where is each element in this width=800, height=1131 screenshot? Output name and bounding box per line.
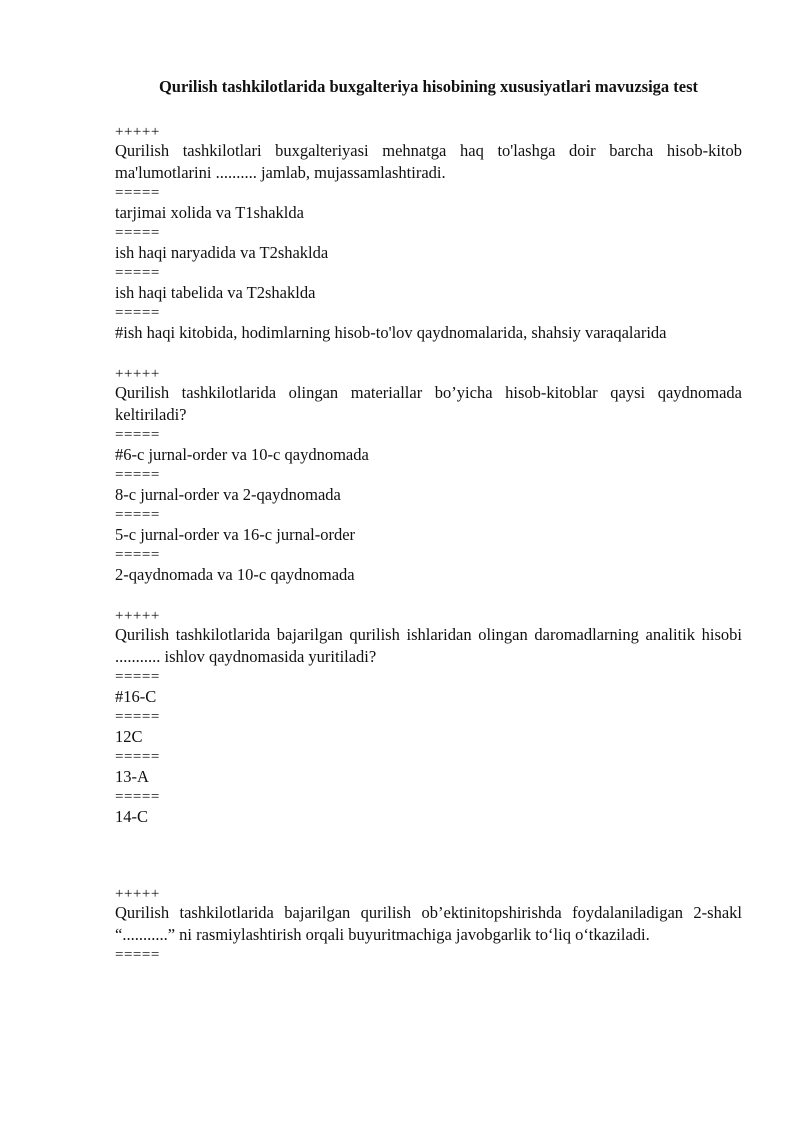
answer-option: 13-A xyxy=(115,767,149,786)
answer-separator: ===== xyxy=(115,749,160,765)
answer-separator: ===== xyxy=(115,947,160,963)
question-marker: +++++ xyxy=(115,124,160,140)
answer-option: 14-C xyxy=(115,807,148,826)
answer-option: 12C xyxy=(115,727,143,746)
answer-separator: ===== xyxy=(115,669,160,685)
question-block-4 xyxy=(115,886,742,964)
answer-separator: ===== xyxy=(115,265,160,281)
answer-option: #ish haqi kitobida, hodimlarning hisob-to'lov qaydnomalarida, shahsiy varaqalarida xyxy=(115,323,667,342)
answer-separator: ===== xyxy=(115,305,160,321)
question-marker: +++++ xyxy=(115,886,160,902)
answer-separator: ===== xyxy=(115,709,160,725)
answer-separator: ===== xyxy=(115,789,160,805)
answer-option: #6-c jurnal-order va 10-c qaydnomada xyxy=(115,445,369,464)
question-text: Qurilish tashkilotlari buxgalteriyasi mehnatga haq to'lashga doir barcha hisob-kitob ma'lumotlarini .......... jamlab, mujassamlashtiradi. xyxy=(115,141,742,182)
answer-separator: ===== xyxy=(115,467,160,483)
answer-option: ish haqi naryadida va T2shaklda xyxy=(115,243,329,262)
answer-separator: ===== xyxy=(115,185,160,201)
question-text: Qurilish tashkilotlarida bajarilgan qurilish ob’ektinitopshirishda foydalaniladigan 2-shakl “...........” ni rasmiylashtirish orqali buyuritmachiga javobgarlik to‘liq o‘tkaziladi. xyxy=(115,903,742,944)
answer-option: #16-C xyxy=(115,687,157,706)
answer-separator: ===== xyxy=(115,507,160,523)
answer-separator: ===== xyxy=(115,427,160,443)
question-block-3 xyxy=(115,608,742,828)
question-marker: +++++ xyxy=(115,366,160,382)
question-block-1 xyxy=(115,124,742,344)
question-marker: +++++ xyxy=(115,608,160,624)
answer-option: 8-c jurnal-order va 2-qaydnomada xyxy=(115,485,341,504)
answer-option: tarjimai xolida va T1shaklda xyxy=(115,203,304,222)
answer-option: 5-c jurnal-order va 16-c jurnal-order xyxy=(115,525,356,544)
document-title: Qurilish tashkilotlarida buxgalteriya hisobining xususiyatlari mavuzsiga test xyxy=(158,77,699,96)
question-block-2 xyxy=(115,366,742,586)
question-text: Qurilish tashkilotlarida olingan materiallar bo’yicha hisob-kitoblar qaysi qaydnomada keltiriladi? xyxy=(115,383,742,424)
document-page xyxy=(115,76,742,986)
answer-separator: ===== xyxy=(115,547,160,563)
answer-option: ish haqi tabelida va T2shaklda xyxy=(115,283,316,302)
question-text: Qurilish tashkilotlarida bajarilgan qurilish ishlaridan olingan daromadlarning analitik hisobi ........... ishlov qaydnomasida yuritiladi? xyxy=(115,625,742,666)
answer-separator: ===== xyxy=(115,225,160,241)
answer-option: 2-qaydnomada va 10-c qaydnomada xyxy=(115,565,355,584)
